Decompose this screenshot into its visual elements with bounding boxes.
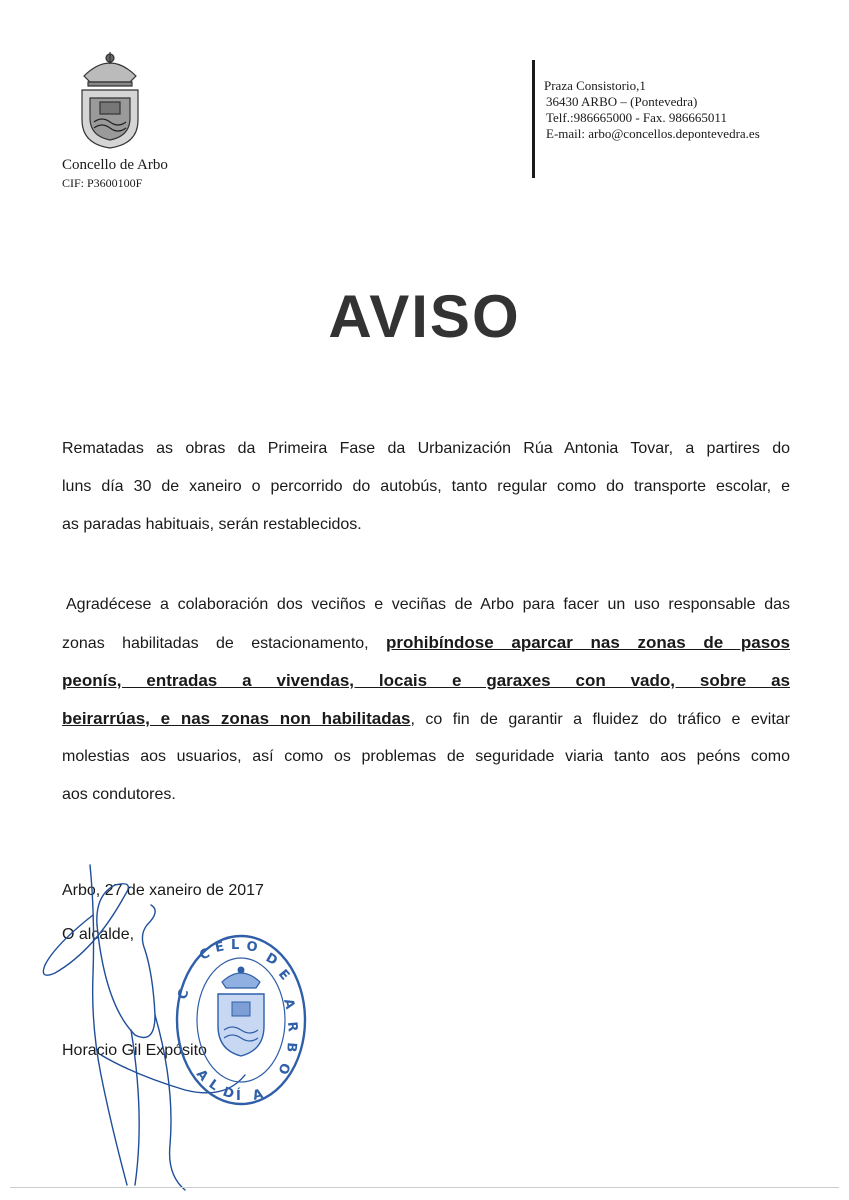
paragraph-2-line	[62, 662, 790, 700]
svg-text:A: A	[280, 997, 298, 1011]
header-divider	[532, 60, 535, 178]
emphasis-text: peonís, entradas a vivendas, locais e garaxes con vado, sobre as	[62, 671, 790, 690]
svg-text:L: L	[231, 938, 240, 953]
address-line-phone: Telf.:986665000 - Fax. 986665011	[546, 110, 727, 125]
paragraph-2-line	[62, 700, 790, 738]
emphasis-text: prohibíndose aparcar nas zonas de pasos	[386, 633, 790, 652]
page-bottom-edge	[10, 1187, 839, 1188]
notice-title: AVISO	[328, 283, 521, 350]
address-block	[544, 78, 760, 142]
paragraph-2-text: zonas habilitadas de estacionamento,	[62, 635, 387, 652]
org-cif: CIF: P3600100F	[62, 176, 143, 190]
closing-date: Arbo, 27 de xaneiro de 2017	[62, 882, 264, 899]
address-line-street: Praza Consistorio,1	[544, 78, 646, 93]
paragraph-2-line: Agradécese a colaboración dos veciños e veciñas de Arbo para facer un uso responsable das	[66, 596, 790, 613]
svg-text:E: E	[213, 939, 226, 956]
address-line-city: 36430 ARBO – (Pontevedra)	[546, 94, 698, 109]
official-stamp	[172, 930, 310, 1110]
paragraph-1-line: Rematadas as obras da Primeira Fase da Urbanización Rúa Antonia Tovar, a partires do	[62, 440, 790, 457]
paragraph-2	[62, 586, 790, 814]
paragraph-2-text: , co fin de garantir a fluidez do tráfico e evitar	[410, 711, 790, 728]
svg-text:R: R	[284, 1021, 300, 1033]
svg-text:C: C	[175, 987, 193, 1002]
svg-text:O: O	[274, 1060, 293, 1077]
address-line-email: E-mail: arbo@concellos.depontevedra.es	[546, 126, 760, 141]
emphasis-text: beirarrúas, e nas zonas non habilitadas	[62, 709, 411, 728]
svg-text:D: D	[263, 950, 280, 969]
svg-text:E: E	[274, 966, 293, 984]
svg-text:A: A	[192, 1066, 211, 1085]
paragraph-1	[62, 430, 790, 544]
closing-role: O alcalde,	[62, 926, 135, 943]
paragraph-2-line: molestias aos usuarios, así como os problemas de seguridade viaria tanto aos peóns como	[62, 748, 790, 765]
paragraph-2-line: aos condutores.	[62, 786, 176, 803]
svg-text:A: A	[251, 1086, 265, 1104]
svg-text:L: L	[205, 1076, 222, 1095]
paragraph-2-line	[62, 624, 790, 662]
signer-name: Horacio Gil Expósito	[62, 1042, 207, 1059]
svg-text:C: C	[197, 945, 213, 964]
svg-text:B: B	[283, 1041, 299, 1053]
paragraph-1-line: luns día 30 de xaneiro o percorrido do autobús, tanto regular como do transporte escolar, e	[62, 478, 790, 495]
svg-text:D: D	[220, 1084, 236, 1103]
svg-text:Í: Í	[236, 1089, 241, 1104]
paragraph-1-line: as paradas habituais, serán restablecidos.	[62, 516, 362, 533]
svg-text:O: O	[245, 939, 259, 956]
municipal-crest-logo	[70, 50, 150, 150]
org-name: Concello de Arbo	[62, 157, 168, 173]
